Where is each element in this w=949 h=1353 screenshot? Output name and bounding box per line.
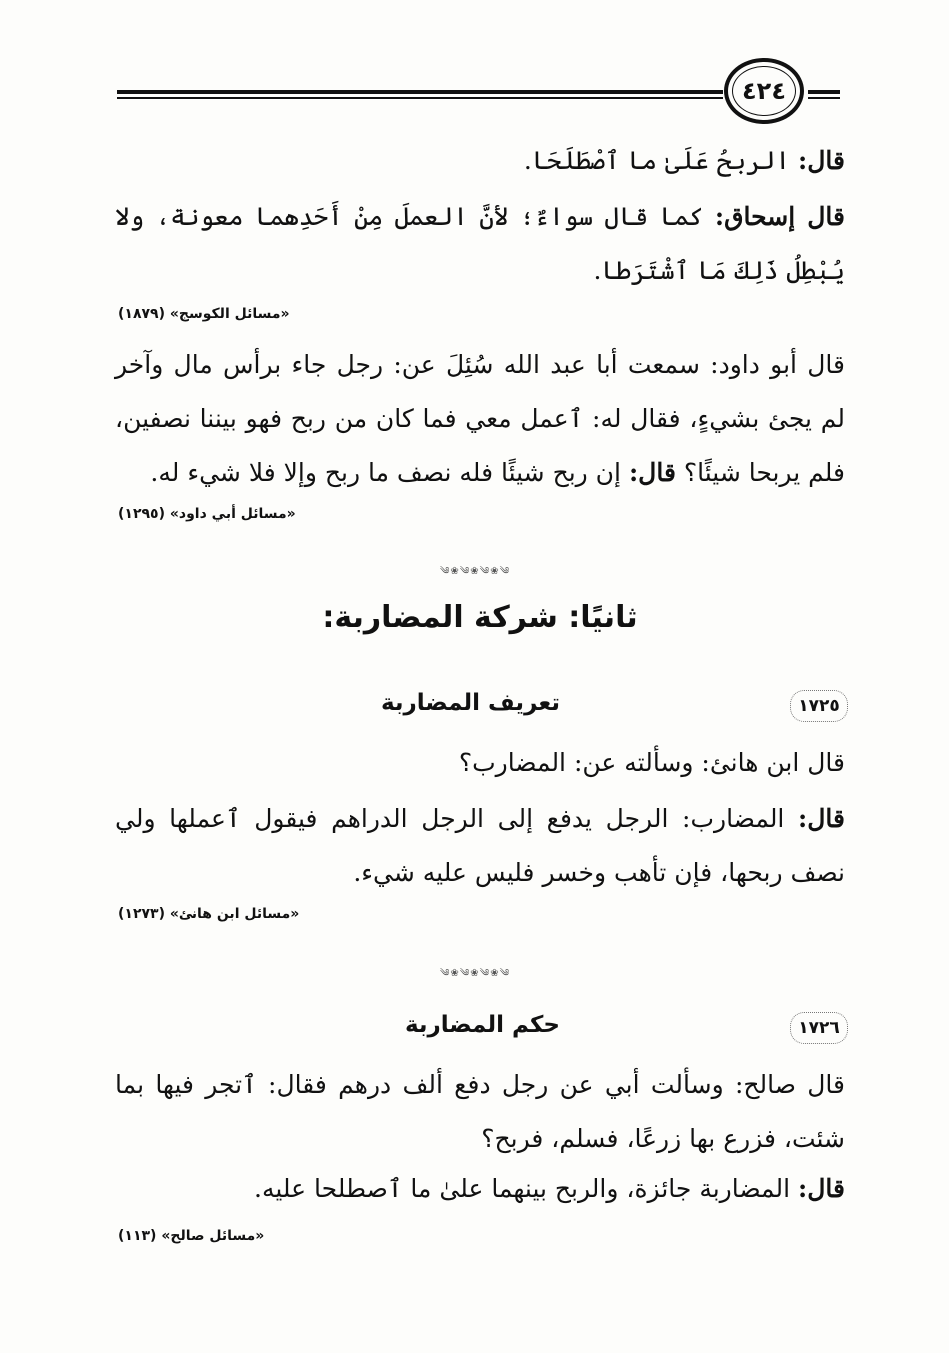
paragraph-text: قال صالح: وسألت أبي عن رجل دفع ألف درهم فقال: ٱتجر فيها بما شئت، فزرع بها زرعًا، فسلم، فربح؟ [115, 1070, 845, 1153]
source-reference: «مسائل أبي داود» (١٢٩٥) [118, 506, 296, 522]
paragraph [115, 134, 845, 188]
paragraph [115, 190, 845, 298]
speaker-label: قال: [798, 1174, 845, 1203]
speaker-label: قال: [628, 458, 676, 487]
section-title: ثانيًا: شركة المضاربة: [322, 600, 638, 635]
source-reference: «مسائل صالح» (١١٣) [118, 1228, 265, 1244]
paragraph-text: المضاربة جائزة، والربح بينهما علىٰ ما ٱصطلحا عليه. [254, 1174, 799, 1203]
paragraph [115, 792, 845, 900]
paragraph-text: كما قال سواءٌ؛ لأنَّ العملَ مِنْ أَحَدِهما معونة، ولا يُبْطِلُ ذَلِكَ مَا ٱشْتَرَطا. [115, 202, 845, 285]
speaker-label: قال إسحاق: [714, 202, 845, 231]
header-rule [117, 90, 723, 94]
ornament-divider: ༄❀༄❀༄❀༄ [439, 566, 511, 577]
paragraph-text: قال أبو داود: سمعت أبا عبد الله سُئِلَ عن: رجل جاء برأس مال وآخر لم يجئ بشيءٍ، فقال له: ٱعمل معي فما كان من ربح فهو بيننا نصفين، فلم يربحا شيئًا؟ [115, 350, 845, 487]
header-rule [117, 97, 723, 99]
entry-title: تعريف المضاربة [380, 690, 560, 716]
entry-title: حكم المضاربة [404, 1012, 560, 1038]
paragraph [115, 736, 845, 790]
paragraph [115, 1058, 845, 1166]
entry-number-badge: ١٧٢٥ [790, 690, 848, 722]
paragraph [115, 338, 845, 500]
source-reference: «مسائل الكوسج» (١٨٧٩) [118, 306, 290, 322]
paragraph-text: قال ابن هانئ: وسألته عن: المضارب؟ [458, 748, 845, 777]
speaker-label: قال: [798, 804, 845, 833]
paragraph-text: المضارب: الرجل يدفع إلى الرجل الدراهم فيقول ٱعملها ولي نصف ربحها، فإن تأهب وخسر فليس عليه شيء. [115, 804, 845, 887]
ornament-divider: ༄❀༄❀༄❀༄ [439, 968, 511, 979]
speaker-label: قال: [798, 146, 845, 175]
header-rule [808, 97, 840, 99]
paragraph-text: إن ربح شيئًا فله نصف ما ربح وإلا فلا شيء له. [150, 458, 629, 487]
source-reference: «مسائل ابن هانئ» (١٢٧٣) [118, 906, 300, 922]
entry-number-badge: ١٧٢٦ [790, 1012, 848, 1044]
paragraph [115, 1162, 845, 1216]
page-number: ٤٢٤ [724, 58, 804, 124]
paragraph-text: الربحُ عَلَىٰ ما ٱصْطَلَحَا. [523, 146, 799, 175]
header-rule [808, 90, 840, 94]
